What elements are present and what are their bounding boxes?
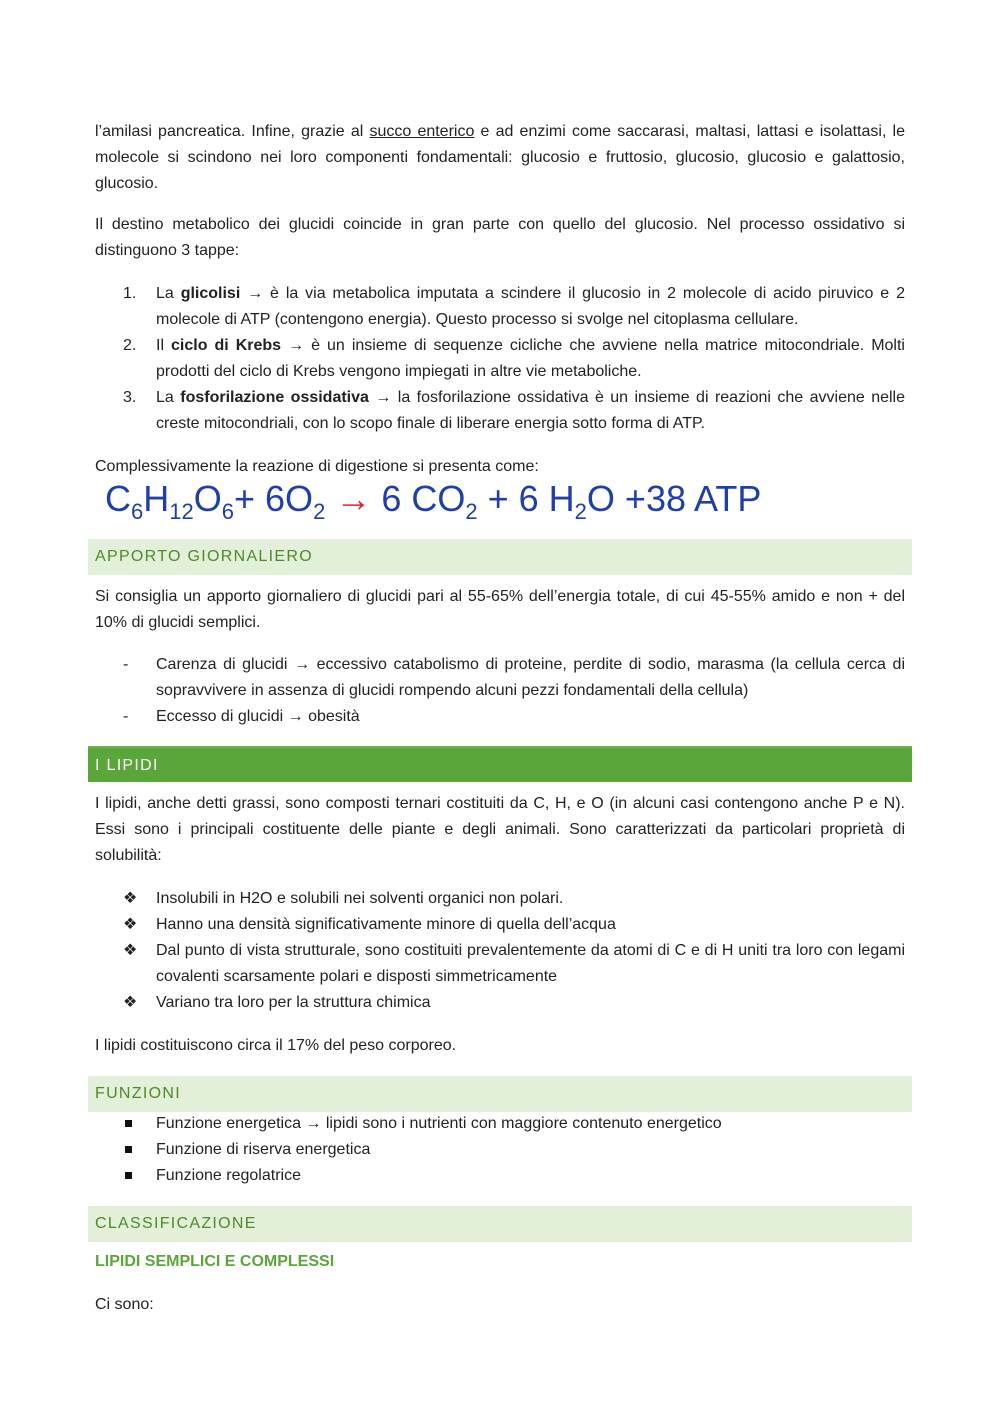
section-heading-classificazione: CLASSIFICAZIONE: [88, 1206, 912, 1242]
step-term: glicolisi: [180, 285, 241, 302]
list-item: Funzione di riserva energetica: [95, 1137, 905, 1163]
destino-paragraph: Il destino metabolico dei glucidi coincide in gran parte con quello del glucosio. Nel processo ossidativo si distinguono 3 tappe:: [95, 216, 905, 259]
list-item: - Eccesso di glucidi → obesità: [123, 708, 360, 725]
list-item: ❖ Insolubili in H2O e solubili nei solventi organici non polari.: [123, 890, 564, 907]
funzioni-list: [95, 1111, 905, 1189]
section-heading-apporto: APPORTO GIORNALIERO: [88, 539, 912, 575]
step-item: 2. Il ciclo di Krebs → è un insieme di sequenze cicliche che avviene nella matrice mitocondriale. Molti prodotti del ciclo di Krebs vengono impiegati in altre vie metaboliche.: [123, 337, 905, 380]
bullet-square-icon: [125, 1120, 132, 1127]
apporto-paragraph: Si consiglia un apporto giornaliero di glucidi pari al 55-65% dell’energia totale, di cui 45-55% amido e non + del 10% di glucidi semplici.: [95, 588, 905, 631]
list-item: Funzione energetica → lipidi sono i nutrienti con maggiore contenuto energetico: [95, 1111, 905, 1137]
list-item: ❖ Dal punto di vista strutturale, sono costituiti prevalentemente da atomi di C e di H uniti tra loro con legami covalenti scarsamente polari e disposti simmetricamente: [123, 942, 905, 985]
step-term: fosforilazione ossidativa: [180, 389, 369, 406]
ci-sono-text: Ci sono:: [95, 1296, 154, 1313]
intro-text: l’amilasi pancreatica. Infine, grazie al: [95, 123, 370, 140]
bullet-square-icon: [125, 1146, 132, 1153]
reaction-arrow: →: [325, 478, 382, 519]
reaction-formula: $C_6H_{12}O_6+ 6O_2 \to 6$ $CO_2 + 6$ $H_2O +38$ ATP: [105, 478, 762, 524]
succo-enterico-link: succo enterico: [369, 123, 475, 140]
step-item: 3. La fosforilazione ossidativa → la fosforilazione ossidativa è un insieme di reazioni che avviene nelle creste mitocondriali, con lo scopo finale di liberare energia sotto forma di ATP.: [123, 389, 906, 432]
list-item: Funzione regolatrice: [95, 1163, 905, 1189]
list-item: - Carenza di glucidi → eccessivo catabolismo di proteine, perdite di sodio, marasma (la cellula cerca di sopravvivere in assenza di glucidi rompendo alcuni pezzi fondamentali della cellula): [123, 656, 905, 699]
section-heading-funzioni: FUNZIONI: [88, 1076, 912, 1112]
step-term: ciclo di Krebs: [171, 337, 282, 354]
lipidi-list: [95, 886, 905, 1016]
apporto-list: [95, 652, 905, 730]
list-item: ❖ Variano tra loro per la struttura chimica: [123, 994, 431, 1011]
subheading-lipidi-semplici: LIPIDI SEMPLICI E COMPLESSI: [95, 1253, 335, 1270]
complessivamente-text: Complessivamente la reazione di digestione si presenta come:: [95, 458, 539, 475]
steps-list: [95, 281, 905, 437]
intro-paragraph: [95, 119, 905, 197]
intro-text-end: e ad enzimi come saccarasi, maltasi, lattasi e isolattasi, le molecole si scindono nei loro componenti fondamentali: glucosio e fruttosio, glucosio, glucosio e galattosio, glucosio.: [95, 123, 906, 192]
lipidi-paragraph: I lipidi, anche detti grassi, sono composti ternari costituiti da C, H, e O (in alcuni casi contengono anche P e N). Essi sono i principali costituente delle piante e degli animali. Sono caratterizzati da particolari proprietà di solubilità:: [95, 795, 905, 864]
list-item: ❖ Hanno una densità significativamente minore di quella dell’acqua: [123, 916, 616, 933]
section-heading-lipidi: I LIPIDI: [88, 746, 912, 782]
step-item: 1. La glicolisi → è la via metabolica imputata a scindere il glucosio in 2 molecole di acido piruvico e 2 molecole di ATP (contengono energia). Questo processo si svolge nel citoplasma cellulare.: [123, 285, 905, 328]
bullet-square-icon: [125, 1172, 132, 1179]
peso-paragraph: I lipidi costituiscono circa il 17% del peso corporeo.: [95, 1037, 457, 1054]
